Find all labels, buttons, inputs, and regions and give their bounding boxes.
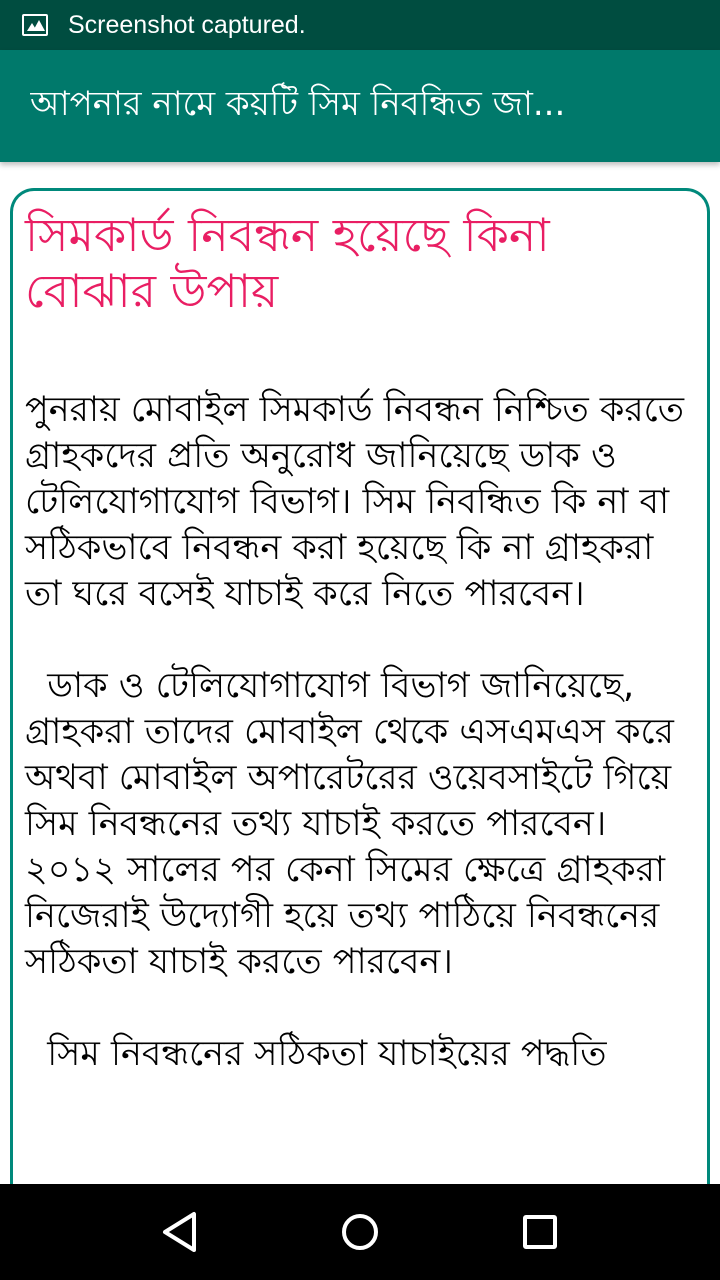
back-triangle-icon xyxy=(160,1211,200,1253)
status-bar xyxy=(0,0,720,50)
article-card[interactable] xyxy=(10,188,710,1228)
article-paragraph-1: পুনরায় মোবাইল সিমকার্ড নিবন্ধন নিশ্চিত করতে গ্রাহকদের প্রতি অনুরোধ জানিয়েছে ডাক ও টেলিযোগাযোগ বিভাগ। সিম নিবন্ধিত কি না বা সঠিকভাবে নিবন্ধন করা হয়েছে কি না গ্রাহকরা তা ঘরে বসেই যাচাই করে নিতে পারবেন। xyxy=(25,390,696,614)
notification-text: Screenshot captured. xyxy=(68,10,306,39)
recents-button[interactable] xyxy=(510,1202,570,1262)
page-title: আপনার নামে কয়টি সিম নিবন্ধিত জা... xyxy=(30,83,566,124)
recents-square-icon xyxy=(522,1214,558,1250)
home-circle-icon xyxy=(340,1212,380,1252)
app-bar xyxy=(0,50,720,162)
image-icon xyxy=(22,14,48,36)
article-heading: সিমকার্ড নিবন্ধন হয়েছে কিনা বোঝার উপায় xyxy=(25,208,550,318)
home-button[interactable] xyxy=(330,1202,390,1262)
navigation-bar xyxy=(0,1184,720,1280)
article-paragraph-3: সিম নিবন্ধনের সঠিকতা যাচাইয়ের পদ্ধতি xyxy=(25,1034,607,1074)
article-paragraph-2: ডাক ও টেলিযোগাযোগ বিভাগ জানিয়েছে, গ্রাহকরা তাদের মোবাইল থেকে এসএমএস করে অথবা মোবাইল অপারেটরের ওয়েবসাইটে গিয়ে সিম নিবন্ধনের তথ্য যাচাই করতে পারবেন। ২০১২ সালের পর কেনা সিমের ক্ষেত্রে গ্রাহকরা নিজেরাই উদ্যোগী হয়ে তথ্য পাঠিয়ে নিবন্ধনের সঠিকতা যাচাই করতে পারবেন। xyxy=(25,666,685,982)
back-button[interactable] xyxy=(150,1202,210,1262)
